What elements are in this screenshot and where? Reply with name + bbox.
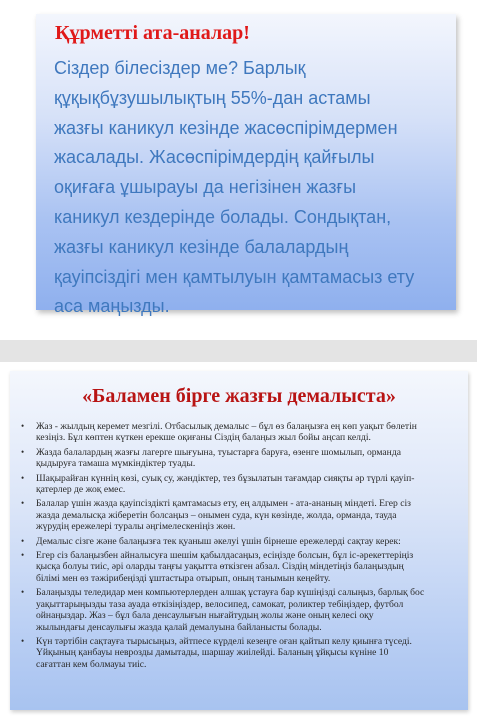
slide-parents-notice — [0, 0, 477, 340]
list-item-line: Балаңызды теледидар мен компьютерлерден алшақ ұстауға бар күшіңізді салыңыз, барлық бос — [36, 587, 425, 599]
bullet-icon: • — [21, 472, 25, 483]
list-item-line: Шақырайған күннің көзі, суық су, жәндіктер, тез бұзылатын тағамдар сияқты әр түрлі қауіп- — [36, 472, 415, 484]
notice-line: аса маңызды. — [54, 296, 170, 317]
bullet-icon: • — [21, 421, 25, 431]
list-item — [20, 536, 460, 547]
notice-line: жазғы каникул кезінде балалардың — [54, 236, 349, 257]
list-item-line: Егер сіз балаңызбен айналысуға шешім қабылдасаңыз, есіңізде болсын, бұл іс-әрекеттеріңіз — [36, 550, 414, 562]
vacation-panel — [10, 371, 468, 710]
list-item-line: қыдыруға тамаша мүмкіндіктер туады. — [36, 458, 196, 470]
list-item-line: қысқа болуы тиіс, әрі оларды таңғы уақытта өткізген абзал. Сіздің міндетіңіз балаңыздың — [36, 561, 404, 573]
list-item — [20, 587, 460, 633]
list-item-line: ойнаңыздар. Жаз – бұл бала денсаулығын нығайтудың жолы және оның келесі оқу — [36, 610, 374, 622]
tips-list — [20, 421, 460, 673]
list-item-line: жүрудің ережелері туралы әңгімелескеніңіз жөн. — [36, 521, 236, 533]
list-item-line: қатерлер де жоқ емес. — [36, 484, 126, 496]
slide-divider — [0, 340, 477, 362]
list-item — [20, 636, 460, 670]
list-item-line: Күн тәртібін сақтауға тырысыңыз, әйтпесе күрделі кезеңге оған қайтып келу қиынға түседі. — [36, 635, 412, 647]
list-item-line: уақыттарыңызды таза ауада өткізіңіздер, велосипед, самокат, роликтер тебіңіздер, футбол — [36, 598, 404, 610]
list-item — [20, 498, 460, 532]
list-item-line: кезіңіз. Бұл көптен күткен ерекше оқиғаны Сіздің балаңыз жыл бойы аңсап келді. — [36, 432, 371, 444]
list-item-line: білімі мен өз тәжірибеңізді ұштастыра отырып, оның танымын кеңейту. — [36, 572, 331, 584]
list-item-line: Балалар үшін жазда қауіпсіздікті қамтамасыз ету, ең алдымен - ата-ананың міндеті. Егер сіз — [36, 498, 411, 510]
bullet-icon: • — [21, 635, 25, 646]
notice-line: жазғы каникул кезінде жасөспірімдермен — [54, 117, 398, 138]
notice-panel — [36, 14, 456, 317]
bullet-icon: • — [21, 550, 25, 561]
list-item-line: жазда демалысқа жіберетін болсаңыз – онымен суда, күн көзінде, жолда, орманда, тауда — [36, 509, 397, 521]
notice-line: құқықбұзушылықтың 55%-дан астамы — [54, 87, 371, 108]
bullet-icon: • — [21, 446, 25, 457]
list-item — [20, 473, 460, 496]
list-item — [20, 421, 460, 444]
list-item-line: Үйқының қанбауы неврозды дамытады, шаршау жиілейді. Баланың ұйқысы күніне 10 — [36, 647, 389, 659]
notice-line: оқиғаға ұшырауы да негізінен жазғы — [54, 177, 357, 198]
list-item-line: жылындағы денсаулығы жазда қалай демалуына байланысты болады. — [36, 621, 322, 633]
notice-line: Сіздер білесіздер ме? Барлық — [54, 58, 306, 78]
notice-title: Құрметті ата-аналар! — [55, 22, 250, 44]
vacation-title: «Баламен бірге жазғы демалыста» — [82, 385, 396, 407]
slide-summer-vacation — [0, 362, 477, 720]
list-item-line: сағаттан кем болмауы тиіс. — [36, 658, 147, 670]
bullet-icon: • — [21, 498, 25, 509]
bullet-icon: • — [21, 587, 25, 598]
list-item-line: Демалыс сізге және балаңызға тек қуаныш әкелуі үшін бірнеше ережелерді сақтау керек: — [36, 535, 401, 547]
notice-body — [54, 54, 454, 322]
list-item — [20, 447, 460, 470]
notice-line: каникул кездерінде болады. Сондықтан, — [54, 206, 392, 227]
list-item-line: Жазда балалардың жазғы лагерге шығуына, туыстарға баруға, өзенге шомылып, орманда — [36, 446, 401, 458]
list-item — [20, 550, 460, 584]
list-item-line: Жаз - жылдың керемет мезгілі. Отбасылық демалыс – бұл өз балаңызға ең көп уақыт бөлетін — [36, 421, 417, 432]
notice-line: жасалады. Жасөспірімдердің қайғылы — [54, 147, 375, 168]
bullet-icon: • — [21, 535, 25, 546]
notice-line: қауіпсіздігі мен қамтылуын қамтамасыз ету — [54, 266, 415, 287]
